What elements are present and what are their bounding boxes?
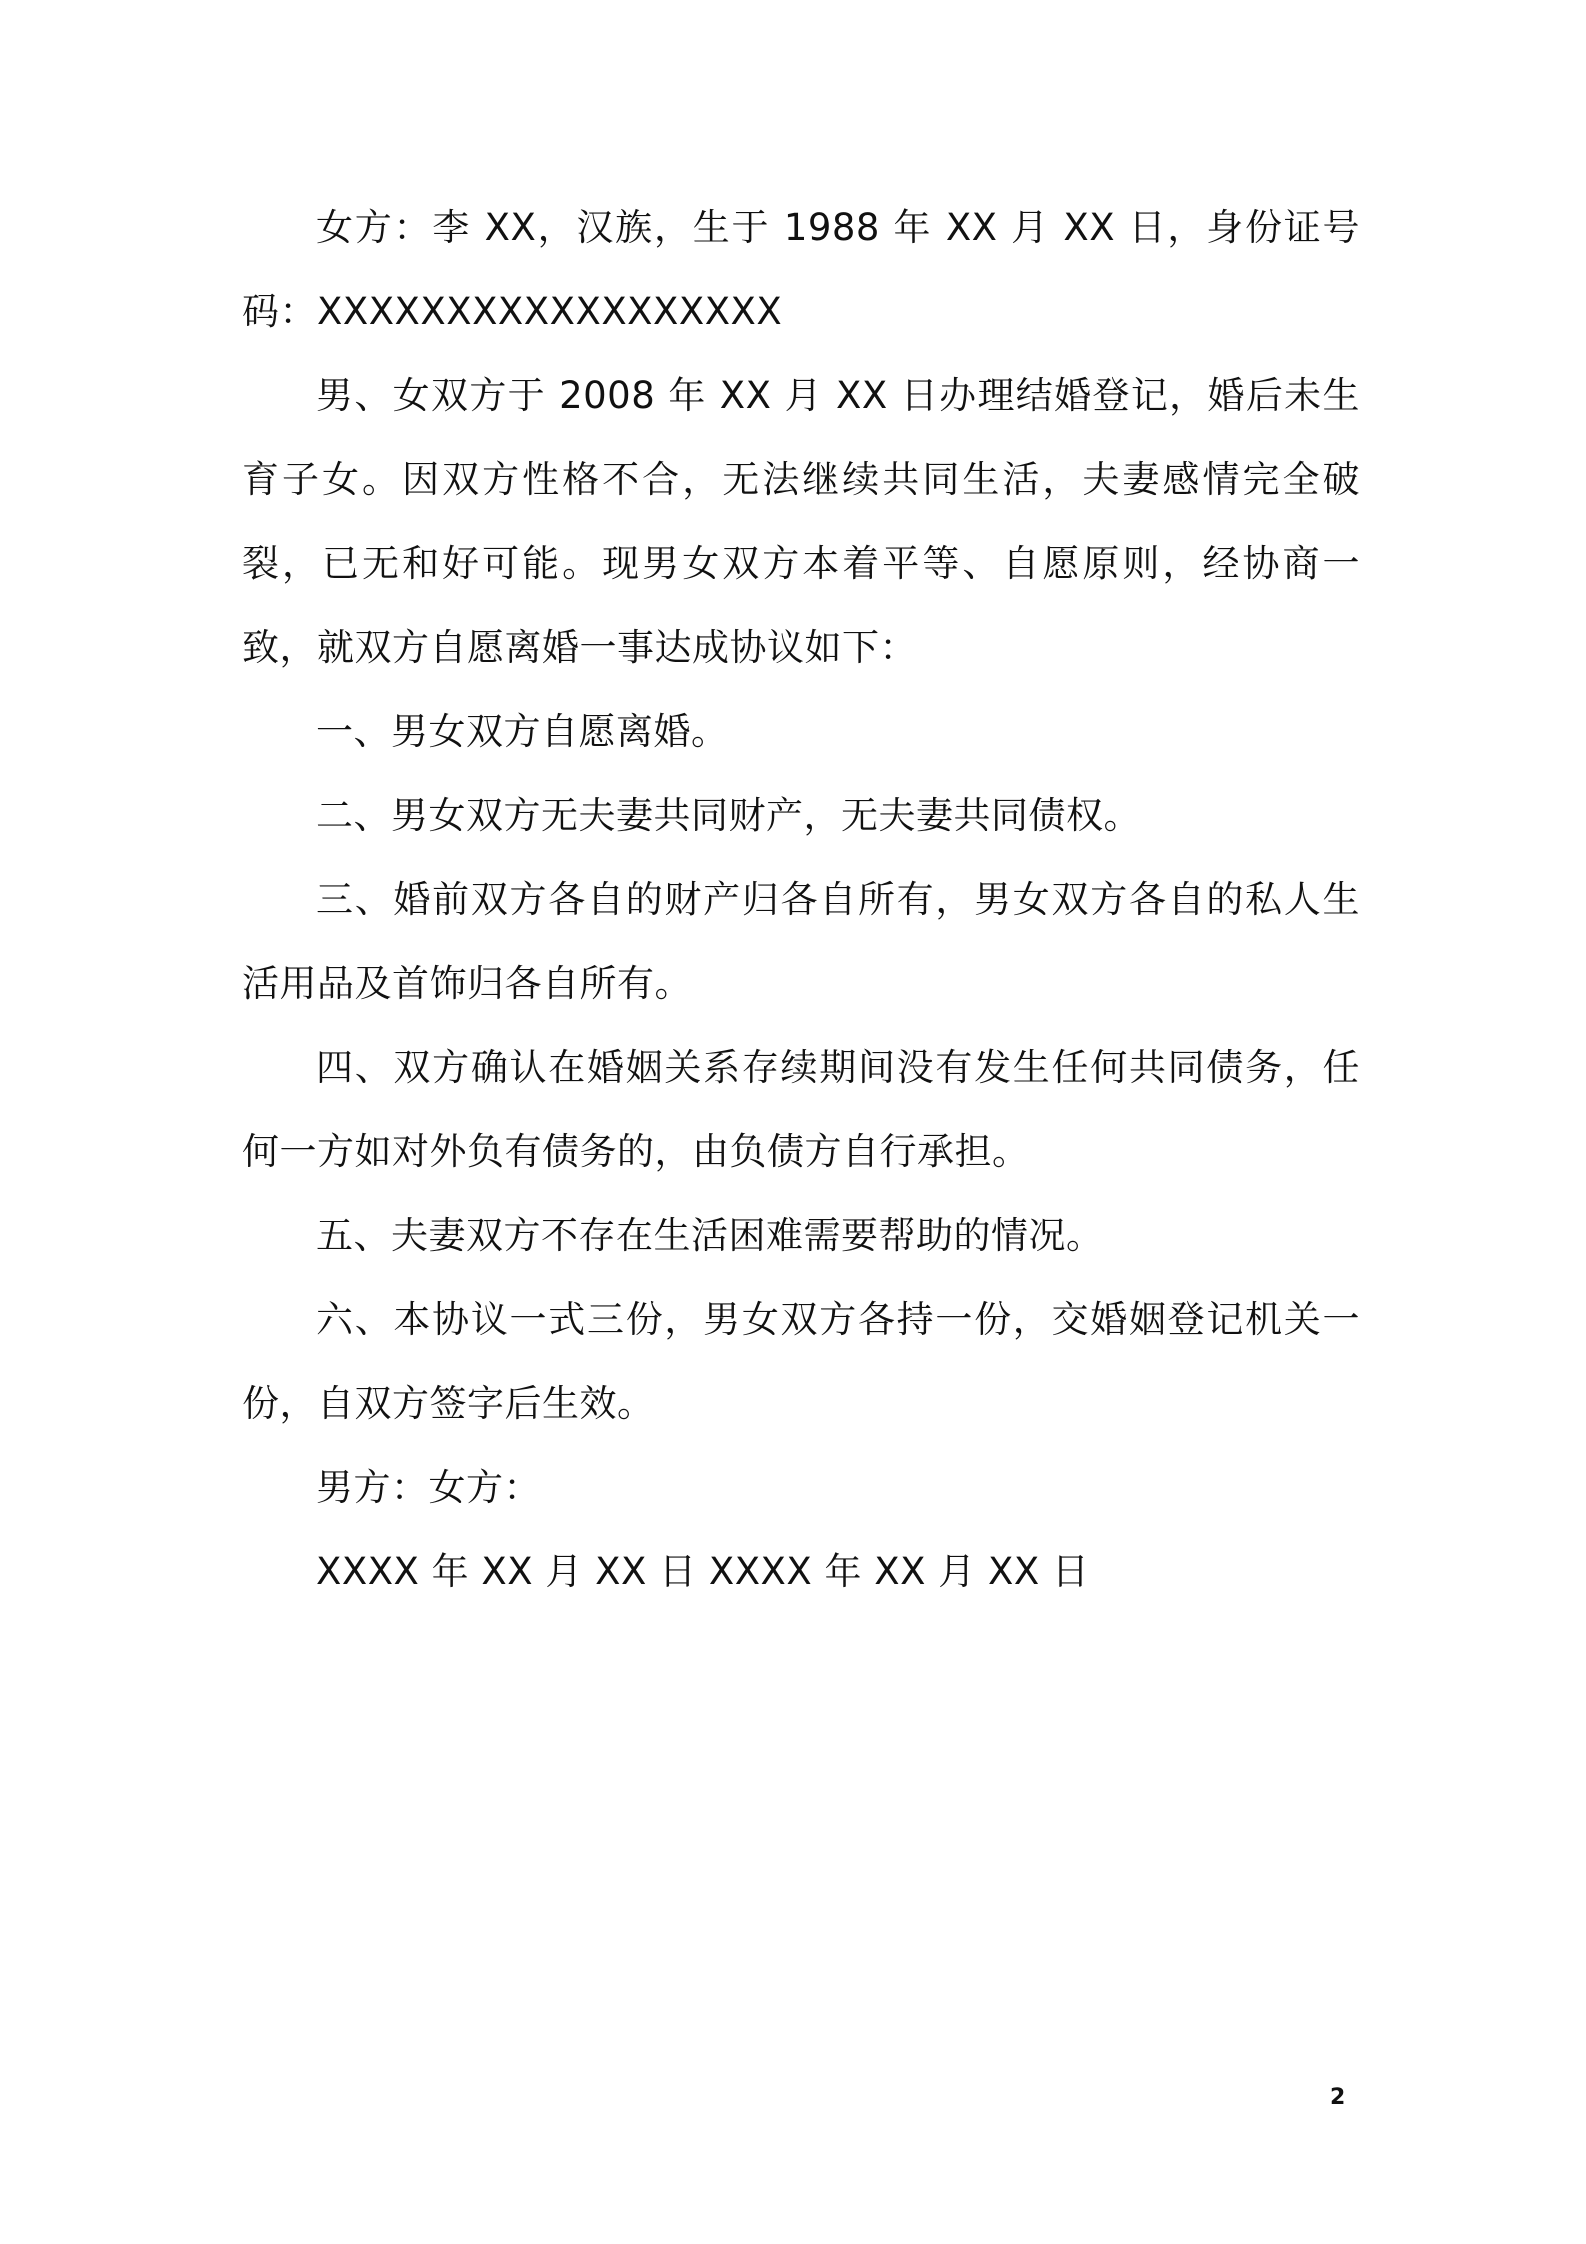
page-number: 2 xyxy=(1330,2085,1346,2110)
agreement-item-one: 一、男女双方自愿离婚。 xyxy=(316,710,729,753)
marriage-background: 男、女双方于 2008 年 XX 月 XX 日办理结婚登记，婚后未生育子女。因双方性格不合，无法继续共同生活，夫妻感情完全破裂，已无和好可能。现男女双方本着平等、自愿原则，经协商一致，就双方自愿离婚一事达成协议如下： xyxy=(242,374,1360,669)
agreement-item-four: 四、双方确认在婚姻关系存续期间没有发生任何共同债务，任何一方如对外负有债务的，由负债方自行承担。 xyxy=(242,1046,1360,1173)
agreement-item-two: 二、男女双方无夫妻共同财产，无夫妻共同债权。 xyxy=(316,794,1141,837)
agreement-item-five: 五、夫妻双方不存在生活困难需要帮助的情况。 xyxy=(316,1214,1104,1257)
female-party-info: 女方：李 XX，汉族，生于 1988 年 XX 月 XX 日，身份证号码：XXXXXXXXXXXXXXXXXX xyxy=(242,206,1360,333)
document-body xyxy=(242,186,1360,1614)
signature-dates: XXXX 年 XX 月 XX 日 XXXX 年 XX 月 XX 日 xyxy=(316,1550,1090,1593)
signature-labels: 男方：女方： xyxy=(316,1466,541,1509)
agreement-item-six: 六、本协议一式三份，男女双方各持一份，交婚姻登记机关一份，自双方签字后生效。 xyxy=(242,1298,1360,1425)
agreement-item-three: 三、婚前双方各自的财产归各自所有，男女双方各自的私人生活用品及首饰归各自所有。 xyxy=(242,878,1360,1005)
